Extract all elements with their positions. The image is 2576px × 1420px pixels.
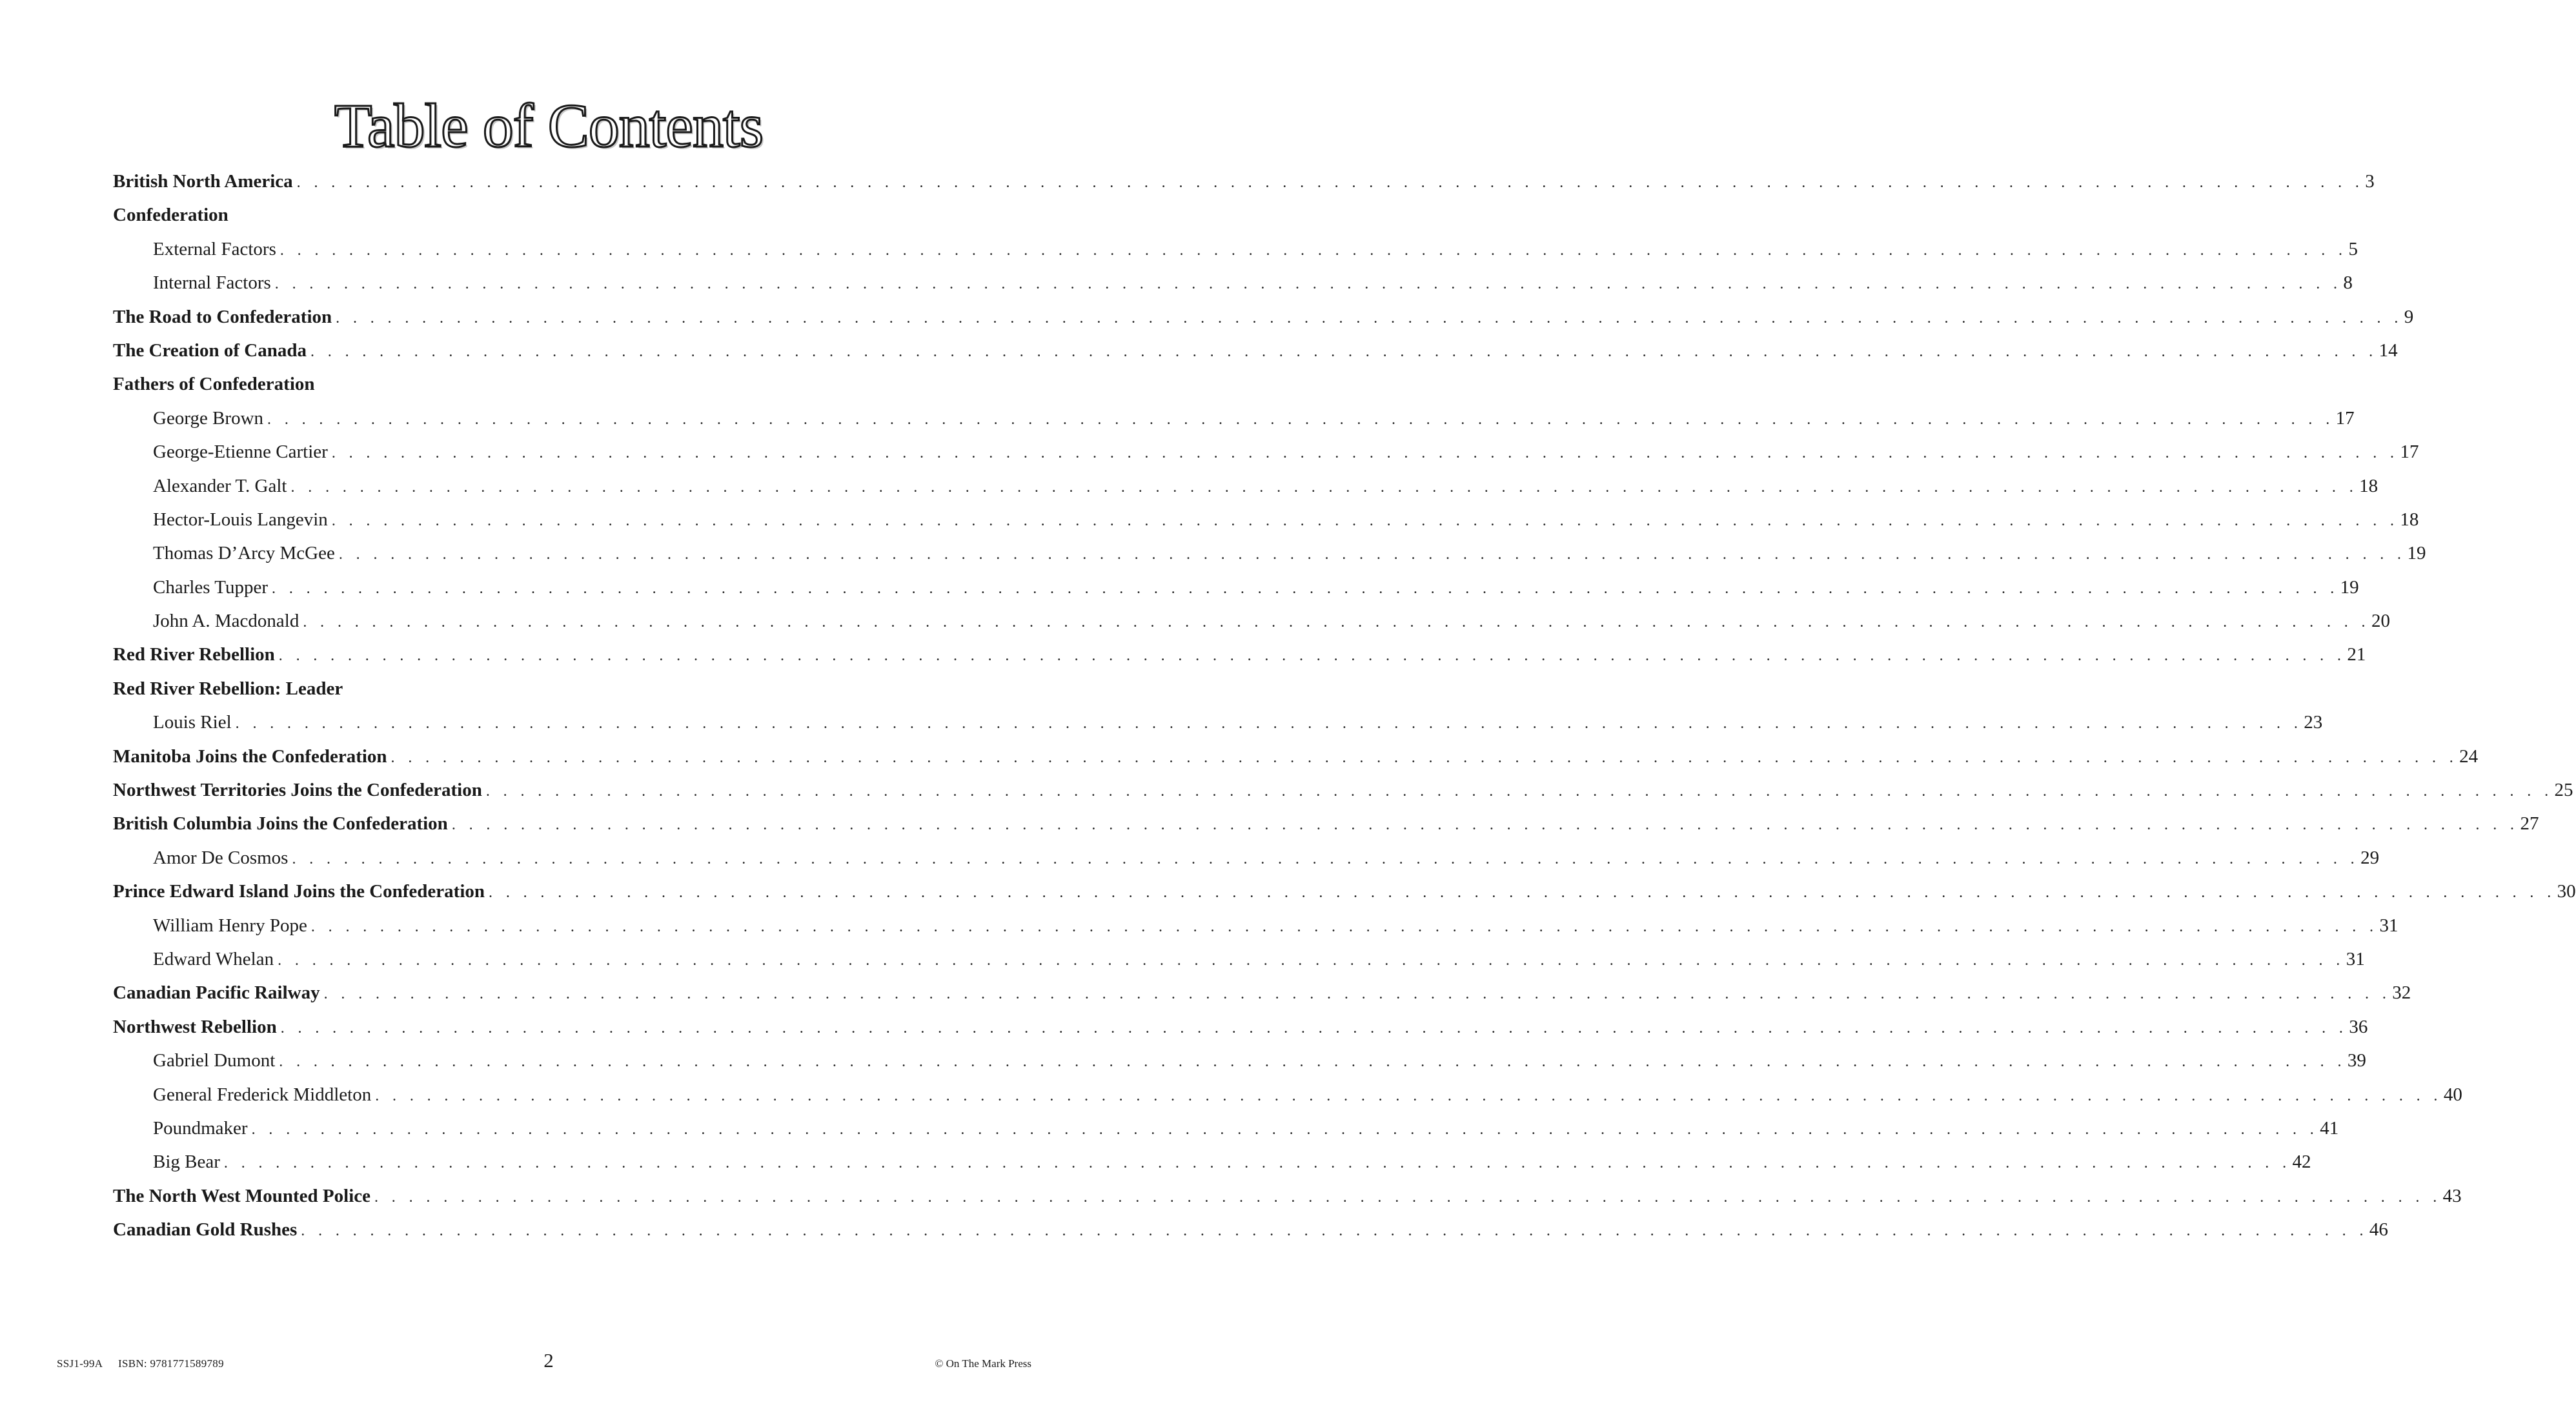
- toc-subentry: [113, 1078, 2462, 1111]
- dot-leader: . . . . . . . . . . . . . . . . . . . . . . . . . . . . . . . . . . . . . . . . . . . . . . . . . . . . . . . . . . . . . . . . . . . . . . . . . . . . . . . . . . . . . . . . . . . . . . . . . . . . . . . . . . . . . . . . . . . . . . . .: [390, 749, 2459, 766]
- dot-leader: . . . . . . . . . . . . . . . . . . . . . . . . . . . . . . . . . . . . . . . . . . . . . . . . . . . . . . . . . . . . . . . . . . . . . . . . . . . . . . . . . . . . . . . . . . . . . . . . . . . . . . . . . . . . . . . . . . . . . . . .: [279, 241, 2348, 259]
- toc-page-number: 14: [2378, 340, 2398, 361]
- toc-entry-label: William Henry Pope: [153, 915, 307, 936]
- toc-entry-label: Big Bear: [153, 1151, 220, 1173]
- toc-entry: [113, 976, 2411, 1009]
- toc-page-number: 25: [2554, 780, 2573, 801]
- toc-subentry: [113, 909, 2399, 942]
- toc-entry-label: John A. Macdonald: [153, 611, 299, 632]
- toc-entry-label: Confederation: [113, 205, 228, 226]
- toc-page-number: 5: [2348, 238, 2358, 259]
- toc-subentry: [113, 435, 2419, 469]
- toc-page-number: 21: [2347, 644, 2366, 665]
- toc-entry: [113, 672, 971, 705]
- dot-leader: . . . . . . . . . . . . . . . . . . . . . . . . . . . . . . . . . . . . . . . . . . . . . . . . . . . . . . . . . . . . . . . . . . . . . . . . . . . . . . . . . . . . . . . . . . . . . . . . . . . . . . . . . . . . . . . . . . . . . . . .: [272, 580, 2339, 597]
- toc-entry: [113, 1213, 2388, 1246]
- product-code: SSJ1-99A: [57, 1357, 103, 1370]
- dot-leader: . . . . . . . . . . . . . . . . . . . . . . . . . . . . . . . . . . . . . . . . . . . . . . . . . . . . . . . . . . . . . . . . . . . . . . . . . . . . . . . . . . . . . . . . . . . . . . . . . . . . . . . . . . . . . . . . . . . . . . . .: [278, 951, 2345, 969]
- dot-leader: . . . . . . . . . . . . . . . . . . . . . . . . . . . . . . . . . . . . . . . . . . . . . . . . . . . . . . . . . . . . . . . . . . . . . . . . . . . . . . . . . . . . . . . . . . . . . . . . . . . . . . . . . . . . . . . . . . . . . . . .: [292, 850, 2360, 867]
- toc-entry: [113, 773, 2573, 807]
- toc-page-number: 9: [2404, 306, 2414, 327]
- toc-entry: [113, 334, 2398, 367]
- toc-entry: [113, 807, 2539, 840]
- dot-leader: . . . . . . . . . . . . . . . . . . . . . . . . . . . . . . . . . . . . . . . . . . . . . . . . . . . . . . . . . . . . . . . . . . . . . . . . . . . . . . . . . . . . . . . . . . . . . . . . . . . . . . . . . . . . . . . . . . . . . . . .: [323, 986, 2391, 1003]
- toc-entry-label: Internal Factors: [153, 272, 271, 294]
- toc-subentry: [113, 942, 2365, 976]
- toc-entry-label: Hector-Louis Langevin: [153, 509, 328, 530]
- toc-entry-label: Amor De Cosmos: [153, 847, 289, 868]
- toc-page-number: 39: [2347, 1050, 2366, 1071]
- dot-leader: . . . . . . . . . . . . . . . . . . . . . . . . . . . . . . . . . . . . . . . . . . . . . . . . . . . . . . . . . . . . . . . . . . . . . . . . . . . . . . . . . . . . . . . . . . . . . . . . . . . . . . . . . . . . . . . . . . . . . . . .: [290, 478, 2358, 496]
- toc-entry: [113, 198, 971, 232]
- toc-entry: [113, 875, 2576, 908]
- toc-entry-label: Fathers of Confederation: [113, 374, 315, 395]
- dot-leader: . . . . . . . . . . . . . . . . . . . . . . . . . . . . . . . . . . . . . . . . . . . . . . . . . . . . . . . . . . . . . . . . . . . . . . . . . . . . . . . . . . . . . . . . . . . . . . . . . . . . . . . . . . . . . . . . . . . . . . . .: [280, 1019, 2348, 1037]
- dot-leader: . . . . . . . . . . . . . . . . . . . . . . . . . . . . . . . . . . . . . . . . . . . . . . . . . . . . . . . . . . . . . . . . . . . . . . . . . . . . . . . . . . . . . . . . . . . . . . . . . . . . . . . . . . . . . . . . . . . . . . . .: [223, 1155, 2291, 1172]
- dot-leader: . . . . . . . . . . . . . . . . . . . . . . . . . . . . . . . . . . . . . . . . . . . . . . . . . . . . . . . . . . . . . . . . . . . . . . . . . . . . . . . . . . . . . . . . . . . . . . . . . . . . . . . . . . . . . . . . . . . . . . . .: [303, 614, 2370, 631]
- toc-subentry: [113, 1145, 2311, 1179]
- toc-entry-label: External Factors: [153, 238, 276, 259]
- dot-leader: . . . . . . . . . . . . . . . . . . . . . . . . . . . . . . . . . . . . . . . . . . . . . . . . . . . . . . . . . . . . . . . . . . . . . . . . . . . . . . . . . . . . . . . . . . . . . . . . . . . . . . . . . . . . . . . . . . . . . . . .: [338, 546, 2406, 563]
- toc-entry: [113, 740, 2479, 773]
- toc-subentry: [113, 401, 2355, 435]
- toc-entry-label: British Columbia Joins the Confederation: [113, 813, 448, 835]
- dot-leader: . . . . . . . . . . . . . . . . . . . . . . . . . . . . . . . . . . . . . . . . . . . . . . . . . . . . . . . . . . . . . . . . . . . . . . . . . . . . . . . . . . . . . . . . . . . . . . . . . . . . . . . . . . . . . . . . . . . . . . . .: [451, 817, 2519, 834]
- toc-page-number: 30: [2557, 881, 2576, 902]
- dot-leader: . . . . . . . . . . . . . . . . . . . . . . . . . . . . . . . . . . . . . . . . . . . . . . . . . . . . . . . . . . . . . . . . . . . . . . . . . . . . . . . . . . . . . . . . . . . . . . . . . . . . . . . . . . . . . . . . . . . . . . . .: [278, 647, 2346, 665]
- toc-page-number: 17: [2335, 407, 2355, 429]
- dot-leader: . . . . . . . . . . . . . . . . . . . . . . . . . . . . . . . . . . . . . . . . . . . . . . . . . . . . . . . . . . . . . . . . . . . . . . . . . . . . . . . . . . . . . . . . . . . . . . . . . . . . . . . . . . . . . . . . . . . . . . . .: [331, 512, 2399, 529]
- toc-page-number: 43: [2442, 1185, 2462, 1206]
- toc-entry-label: George Brown: [153, 407, 264, 429]
- toc-page-number: 36: [2349, 1016, 2368, 1037]
- toc-subentry: [113, 266, 2353, 299]
- toc-entry-label: Manitoba Joins the Confederation: [113, 746, 387, 767]
- page-title: Table of Contents: [334, 91, 764, 160]
- toc-entry-label: General Frederick Middleton: [153, 1084, 372, 1105]
- table-of-contents: [113, 165, 2576, 1247]
- dot-leader: . . . . . . . . . . . . . . . . . . . . . . . . . . . . . . . . . . . . . . . . . . . . . . . . . . . . . . . . . . . . . . . . . . . . . . . . . . . . . . . . . . . . . . . . . . . . . . . . . . . . . . . . . . . . . . . . . . . . . . . .: [274, 276, 2342, 293]
- toc-page-number: 42: [2292, 1151, 2311, 1173]
- toc-page-number: 8: [2343, 272, 2353, 294]
- toc-page-number: 32: [2392, 982, 2411, 1004]
- toc-page-number: 20: [2371, 611, 2390, 632]
- toc-page-number: 31: [2346, 948, 2365, 969]
- toc-entry-label: The Road to Confederation: [113, 306, 332, 327]
- dot-leader: . . . . . . . . . . . . . . . . . . . . . . . . . . . . . . . . . . . . . . . . . . . . . . . . . . . . . . . . . . . . . . . . . . . . . . . . . . . . . . . . . . . . . . . . . . . . . . . . . . . . . . . . . . . . . . . . . . . . . . . .: [310, 343, 2378, 360]
- copyright: © On The Mark Press: [935, 1357, 1031, 1370]
- dot-leader: . . . . . . . . . . . . . . . . . . . . . . . . . . . . . . . . . . . . . . . . . . . . . . . . . . . . . . . . . . . . . . . . . . . . . . . . . . . . . . . . . . . . . . . . . . . . . . . . . . . . . . . . . . . . . . . . . . . . . . . .: [485, 783, 2553, 800]
- toc-subentry: [113, 503, 2419, 536]
- toc-entry-label: Louis Riel: [153, 712, 232, 733]
- toc-entry: [113, 367, 971, 401]
- toc-entry-label: Red River Rebellion: Leader: [113, 678, 343, 699]
- toc-subentry: [113, 469, 2378, 503]
- toc-subentry: [113, 571, 2359, 604]
- toc-entry-label: Northwest Rebellion: [113, 1016, 277, 1037]
- dot-leader: . . . . . . . . . . . . . . . . . . . . . . . . . . . . . . . . . . . . . . . . . . . . . . . . . . . . . . . . . . . . . . . . . . . . . . . . . . . . . . . . . . . . . . . . . . . . . . . . . . . . . . . . . . . . . . . . . . . . . . . .: [267, 411, 2335, 428]
- toc-entry-label: Northwest Territories Joins the Confederation: [113, 780, 482, 801]
- toc-entry: [113, 1010, 2368, 1044]
- toc-page-number: 46: [2369, 1219, 2388, 1241]
- toc-subentry: [113, 1044, 2366, 1077]
- toc-entry-label: Thomas D’Arcy McGee: [153, 543, 335, 564]
- toc-page-number: 40: [2443, 1084, 2462, 1105]
- toc-subentry: [113, 705, 2323, 739]
- toc-entry-label: Charles Tupper: [153, 576, 269, 598]
- toc-page-number: 41: [2320, 1117, 2339, 1139]
- toc-entry-label: British North America: [113, 171, 293, 192]
- toc-subentry: [113, 536, 2426, 570]
- toc-entry-label: Red River Rebellion: [113, 644, 275, 665]
- dot-leader: . . . . . . . . . . . . . . . . . . . . . . . . . . . . . . . . . . . . . . . . . . . . . . . . . . . . . . . . . . . . . . . . . . . . . . . . . . . . . . . . . . . . . . . . . . . . . . . . . . . . . . . . . . . . . . . . . . . . . . . .: [235, 715, 2303, 733]
- toc-page-number: 31: [2379, 915, 2399, 936]
- dot-leader: . . . . . . . . . . . . . . . . . . . . . . . . . . . . . . . . . . . . . . . . . . . . . . . . . . . . . . . . . . . . . . . . . . . . . . . . . . . . . . . . . . . . . . . . . . . . . . . . . . . . . . . . . . . . . . . . . . . . . . . .: [279, 1053, 2346, 1071]
- dot-leader: . . . . . . . . . . . . . . . . . . . . . . . . . . . . . . . . . . . . . . . . . . . . . . . . . . . . . . . . . . . . . . . . . . . . . . . . . . . . . . . . . . . . . . . . . . . . . . . . . . . . . . . . . . . . . . . . . . . . . . . .: [296, 174, 2364, 191]
- toc-page-number: 29: [2360, 847, 2380, 868]
- toc-page-number: 18: [2359, 475, 2378, 496]
- toc-entry-label: Canadian Pacific Railway: [113, 982, 320, 1004]
- toc-subentry: [113, 604, 2390, 638]
- dot-leader: . . . . . . . . . . . . . . . . . . . . . . . . . . . . . . . . . . . . . . . . . . . . . . . . . . . . . . . . . . . . . . . . . . . . . . . . . . . . . . . . . . . . . . . . . . . . . . . . . . . . . . . . . . . . . . . . . . . . . . . .: [375, 1087, 2442, 1104]
- dot-leader: . . . . . . . . . . . . . . . . . . . . . . . . . . . . . . . . . . . . . . . . . . . . . . . . . . . . . . . . . . . . . . . . . . . . . . . . . . . . . . . . . . . . . . . . . . . . . . . . . . . . . . . . . . . . . . . . . . . . . . . .: [489, 884, 2556, 902]
- toc-entry-label: Alexander T. Galt: [153, 475, 287, 496]
- toc-entry-label: The Creation of Canada: [113, 340, 307, 361]
- isbn: ISBN: 9781771589789: [118, 1357, 224, 1370]
- toc-entry: [113, 165, 2375, 198]
- toc-subentry: [113, 232, 2358, 266]
- dot-leader: . . . . . . . . . . . . . . . . . . . . . . . . . . . . . . . . . . . . . . . . . . . . . . . . . . . . . . . . . . . . . . . . . . . . . . . . . . . . . . . . . . . . . . . . . . . . . . . . . . . . . . . . . . . . . . . . . . . . . . . .: [251, 1121, 2319, 1138]
- dot-leader: . . . . . . . . . . . . . . . . . . . . . . . . . . . . . . . . . . . . . . . . . . . . . . . . . . . . . . . . . . . . . . . . . . . . . . . . . . . . . . . . . . . . . . . . . . . . . . . . . . . . . . . . . . . . . . . . . . . . . . . .: [331, 445, 2399, 462]
- toc-page-number: 27: [2520, 813, 2539, 835]
- toc-entry-label: Poundmaker: [153, 1117, 248, 1139]
- toc-entry: [113, 1179, 2462, 1213]
- toc-page-number: 19: [2340, 576, 2359, 598]
- toc-entry-label: The North West Mounted Police: [113, 1185, 370, 1206]
- toc-entry: [113, 300, 2414, 334]
- toc-entry-label: Gabriel Dumont: [153, 1050, 276, 1071]
- toc-page-number: 24: [2459, 746, 2479, 767]
- toc-entry-label: Prince Edward Island Joins the Confederation: [113, 881, 485, 902]
- toc-entry-label: Canadian Gold Rushes: [113, 1219, 298, 1241]
- dot-leader: . . . . . . . . . . . . . . . . . . . . . . . . . . . . . . . . . . . . . . . . . . . . . . . . . . . . . . . . . . . . . . . . . . . . . . . . . . . . . . . . . . . . . . . . . . . . . . . . . . . . . . . . . . . . . . . . . . . . . . . .: [336, 309, 2403, 327]
- toc-page-number: 19: [2407, 543, 2426, 564]
- toc-subentry: [113, 841, 2380, 875]
- page-number: 2: [543, 1349, 554, 1372]
- toc-subentry: [113, 1111, 2339, 1145]
- dot-leader: . . . . . . . . . . . . . . . . . . . . . . . . . . . . . . . . . . . . . . . . . . . . . . . . . . . . . . . . . . . . . . . . . . . . . . . . . . . . . . . . . . . . . . . . . . . . . . . . . . . . . . . . . . . . . . . . . . . . . . . .: [301, 1222, 2368, 1240]
- toc-page-number: 18: [2400, 509, 2419, 530]
- toc-entry-label: Edward Whelan: [153, 948, 274, 969]
- toc-page-number: 3: [2365, 171, 2375, 192]
- dot-leader: . . . . . . . . . . . . . . . . . . . . . . . . . . . . . . . . . . . . . . . . . . . . . . . . . . . . . . . . . . . . . . . . . . . . . . . . . . . . . . . . . . . . . . . . . . . . . . . . . . . . . . . . . . . . . . . . . . . . . . . .: [374, 1188, 2442, 1206]
- dot-leader: . . . . . . . . . . . . . . . . . . . . . . . . . . . . . . . . . . . . . . . . . . . . . . . . . . . . . . . . . . . . . . . . . . . . . . . . . . . . . . . . . . . . . . . . . . . . . . . . . . . . . . . . . . . . . . . . . . . . . . . .: [310, 918, 2378, 935]
- toc-page-number: 23: [2304, 712, 2323, 733]
- toc-entry: [113, 638, 2366, 671]
- toc-entry-label: George-Etienne Cartier: [153, 441, 328, 463]
- toc-page-number: 17: [2400, 441, 2419, 463]
